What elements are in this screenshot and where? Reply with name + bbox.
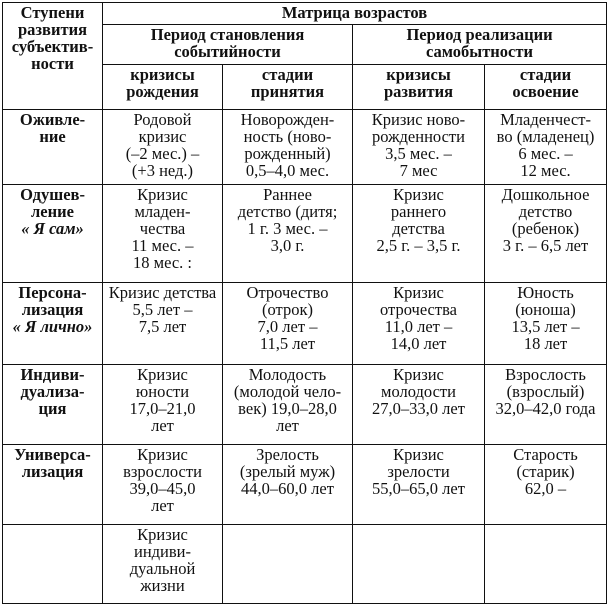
cell-line: принятия (250, 82, 325, 101)
cell-line: 5,5 лет – (132, 300, 193, 319)
cell-line: ность (ново- (243, 127, 332, 146)
cell-line: детство (дитя; (237, 202, 338, 221)
cell-line: дуальной (129, 559, 196, 578)
data-cell (103, 525, 223, 604)
cell-line: лет (151, 416, 174, 435)
cell-line: Юность (517, 283, 574, 302)
cell-line: « Я сам» (21, 219, 84, 238)
cell-line: Зрелость (256, 445, 319, 464)
data-cell (485, 445, 607, 525)
cell-line: стадии (261, 65, 314, 84)
cell-line: Персона- (18, 283, 87, 302)
cell-line: лизация (21, 462, 84, 481)
cell-line: во (младенец) (496, 127, 595, 146)
stage-cell (3, 525, 103, 604)
period-realization-cell (353, 25, 607, 65)
matrix-title: Матрица возрастов (281, 3, 428, 22)
cell-line: 2,5 г. – 3,5 г. (376, 236, 461, 255)
stage-cell (3, 445, 103, 525)
cell-line: (ребенок) (511, 219, 580, 238)
cell-line: молодости (381, 382, 456, 401)
cell-line: Оживле- (19, 110, 86, 129)
matrix-title-cell (103, 3, 607, 25)
period-formation-cell (103, 25, 353, 65)
cell-line: Раннее (263, 185, 312, 204)
data-cell (353, 110, 485, 185)
cell-line: 14,0 лет (390, 334, 447, 353)
cell-line: (отрок) (262, 300, 313, 319)
cell-line: лизация (21, 300, 84, 319)
stage-cell (3, 185, 103, 283)
cell-line: детство (518, 202, 573, 221)
data-cell (103, 185, 223, 283)
cell-line: (зрелый муж) (239, 462, 336, 481)
stage-cell (3, 110, 103, 185)
data-cell (485, 525, 607, 604)
data-cell (223, 365, 353, 445)
data-cell (353, 365, 485, 445)
cell-line: развития (17, 20, 87, 39)
cell-line: Кризис (137, 185, 188, 204)
cell-line: 11 мес. – (131, 236, 194, 255)
data-cell (103, 283, 223, 365)
cell-line: кризис (138, 127, 187, 146)
cell-line: Период реализации (406, 25, 553, 44)
cell-line: юности (135, 382, 190, 401)
cell-line: Кризис (393, 283, 444, 302)
cell-line: Кризис (393, 445, 444, 464)
cell-line: ление (31, 202, 74, 221)
cell-line: чества (139, 219, 186, 238)
cell-line: (–2 мес.) – (125, 144, 200, 163)
data-cell (223, 185, 353, 283)
cell-line: Отрочество (246, 283, 329, 302)
cell-line: стадии (519, 65, 572, 84)
age-matrix-table (2, 2, 607, 604)
cell-line: 7,5 лет (138, 317, 187, 336)
cell-line: 7,0 лет – (257, 317, 318, 336)
cell-line: кризисы (386, 65, 451, 84)
stage-cell (3, 365, 103, 445)
cell-line: 13,5 лет – (511, 317, 580, 336)
cell-line: рожденности (372, 127, 465, 146)
table-row (3, 525, 607, 604)
cell-line: 44,0–60,0 лет (241, 479, 334, 498)
cell-line: Новорожден- (240, 110, 335, 129)
cell-line: 17,0–21,0 (129, 399, 196, 418)
cell-line: 62,0 – (524, 479, 567, 498)
cell-line: ние (39, 127, 66, 146)
cell-line: зрелости (387, 462, 450, 481)
table-row (3, 110, 607, 185)
data-cell (223, 525, 353, 604)
table-row (3, 185, 607, 283)
cell-line: 1 г. 3 мес. – (247, 219, 328, 238)
cell-line: рожденный) (244, 144, 331, 163)
data-cell (103, 365, 223, 445)
cell-line: 7 мес (399, 161, 438, 180)
cell-line: Период становления (150, 25, 305, 44)
cell-line: Индиви- (20, 365, 85, 384)
cell-line: Кризис ново- (371, 110, 466, 129)
data-cell (223, 283, 353, 365)
data-cell (353, 185, 485, 283)
cell-line: раннего (390, 202, 447, 221)
cell-line: Дошкольное (501, 185, 590, 204)
cell-line: индиви- (133, 542, 191, 561)
cell-line: Кризис (137, 445, 188, 464)
cell-line: Взрослость (505, 365, 586, 384)
subhead-development-crises (353, 65, 485, 110)
cell-line: 55,0–65,0 лет (372, 479, 465, 498)
cell-line: Родовой (133, 110, 192, 129)
cell-line: (молодой чело- (233, 382, 342, 401)
cell-line: Кризис (137, 365, 188, 384)
data-cell (485, 110, 607, 185)
cell-line: Одушев- (20, 185, 85, 204)
data-cell (485, 185, 607, 283)
cell-line: (старик) (516, 462, 575, 481)
data-cell (485, 283, 607, 365)
cell-line: Кризис (393, 365, 444, 384)
data-cell (353, 525, 485, 604)
cell-line: самобытности (426, 42, 533, 61)
cell-line: 11,5 лет (259, 334, 316, 353)
data-cell (353, 445, 485, 525)
data-cell (103, 445, 223, 525)
cell-line: жизни (140, 576, 185, 595)
subhead-birth-crises (103, 65, 223, 110)
cell-line: « Я лично» (12, 317, 93, 336)
cell-line: освоение (512, 82, 579, 101)
cell-line: кризисы (130, 65, 195, 84)
cell-line: 11,0 лет – (384, 317, 453, 336)
cell-line: взрослости (123, 462, 202, 481)
data-cell (103, 110, 223, 185)
cell-line: Кризис (137, 525, 188, 544)
cell-line: событийности (174, 42, 281, 61)
cell-line: 39,0–45,0 (129, 479, 196, 498)
cell-line: Младенчест- (500, 110, 591, 129)
cell-line: век) 19,0–28,0 (238, 399, 337, 418)
data-cell (485, 365, 607, 445)
cell-line: отрочества (380, 300, 457, 319)
subhead-mastery-stages (485, 65, 607, 110)
table-row (3, 365, 607, 445)
cell-line: детства (392, 219, 445, 238)
cell-line: (взрослый) (506, 382, 585, 401)
cell-line: 18 лет (523, 334, 568, 353)
table-row (3, 283, 607, 365)
cell-line: 0,5–4,0 мес. (245, 161, 330, 180)
cell-line: ция (38, 399, 67, 418)
cell-line: 18 мес. : (133, 253, 192, 272)
cell-line: Универса- (14, 445, 91, 464)
stage-cell (3, 283, 103, 365)
cell-line: 32,0–42,0 года (495, 399, 596, 418)
cell-line: субъектив- (11, 37, 94, 56)
cell-line: (+3 нед.) (131, 161, 194, 180)
header-row-title (3, 3, 607, 25)
data-cell (353, 283, 485, 365)
cell-line: 3,0 г. (270, 236, 305, 255)
cell-line: Кризис (393, 185, 444, 204)
cell-line: дуализа- (20, 382, 85, 401)
cell-line: Старость (513, 445, 578, 464)
cell-line: 12 мес. (520, 161, 571, 180)
cell-line: 6 мес. – (518, 144, 573, 163)
cell-line: Ступени (20, 3, 85, 22)
cell-line: 27,0–33,0 лет (372, 399, 465, 418)
cell-line: ности (31, 54, 74, 73)
subhead-acceptance-stages (223, 65, 353, 110)
cell-line: 3,5 мес. – (385, 144, 452, 163)
cell-line: развития (383, 82, 453, 101)
table-row (3, 445, 607, 525)
cell-line: рождения (126, 82, 199, 101)
cell-line: Молодость (248, 365, 327, 384)
cell-line: (юноша) (515, 300, 576, 319)
cell-line: младен- (134, 202, 191, 221)
data-cell (223, 445, 353, 525)
cell-line: лет (151, 496, 174, 515)
cell-line: 3 г. – 6,5 лет (502, 236, 589, 255)
stages-header-cell (3, 3, 103, 110)
cell-line: лет (276, 416, 299, 435)
data-cell (223, 110, 353, 185)
cell-line: Кризис детства (108, 283, 217, 302)
